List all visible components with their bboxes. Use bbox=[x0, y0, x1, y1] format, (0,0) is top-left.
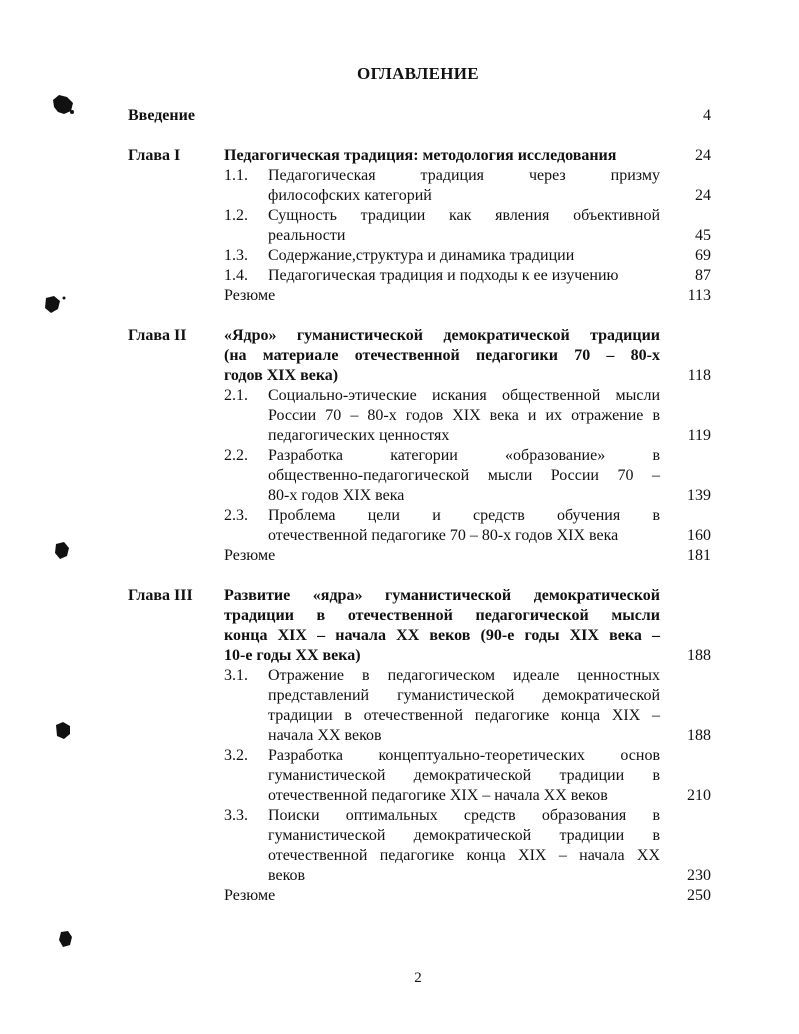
section-number: 2.3. bbox=[224, 507, 248, 524]
section-page: 24 bbox=[695, 187, 711, 204]
section-page: 210 bbox=[687, 787, 711, 804]
section-number: 1.2. bbox=[224, 207, 248, 224]
section-line: отечественной педагогике 70 – 80-х годов XIX века bbox=[268, 527, 619, 544]
chapter2-title-line: (на материале отечественной педагогики 70 – 80-х bbox=[224, 347, 660, 364]
section-line: гуманистической демократической традиции в bbox=[268, 767, 660, 784]
chapter3-title-line: традиции в отечественной педагогической мысли bbox=[224, 607, 660, 624]
section-line: 80-х годов XIX века bbox=[268, 487, 405, 504]
chapter2-title-line: «Ядро» гуманистической демократической традиции bbox=[224, 327, 660, 344]
section-line: традиции в отечественной педагогике конца XIX – bbox=[268, 707, 660, 724]
intro-page: 4 bbox=[703, 107, 711, 124]
chapter3-title-line: 10-е годы XX века) bbox=[224, 647, 361, 664]
section-number: 1.1. bbox=[224, 167, 248, 184]
section-line: веков bbox=[268, 867, 306, 884]
section-page: 69 bbox=[695, 247, 711, 264]
section-line: Социально-этические искания общественной мысли bbox=[268, 387, 660, 404]
scan-blot bbox=[50, 92, 76, 118]
section-page: 119 bbox=[687, 427, 711, 444]
resume-label: Резюме bbox=[224, 287, 276, 304]
section-line: Разработка концептуально-теоретических основ bbox=[268, 747, 660, 764]
page-number: 2 bbox=[414, 970, 422, 986]
section-line: представлений гуманистической демократической bbox=[268, 687, 660, 704]
scan-blot bbox=[56, 928, 76, 950]
section-line: Содержание,структура и динамика традиции bbox=[268, 247, 575, 264]
section-number: 3.2. bbox=[224, 747, 248, 764]
section-line: Педагогическая традиция и подходы к ее изучению bbox=[268, 267, 619, 284]
chapter1-label: Глава I bbox=[128, 147, 181, 164]
section-number: 1.4. bbox=[224, 267, 248, 284]
chapter3-label: Глава III bbox=[128, 587, 193, 604]
section-page: 139 bbox=[687, 487, 711, 504]
section-number: 3.1. bbox=[224, 667, 248, 684]
section-line: Поиски оптимальных средств образования в bbox=[268, 807, 660, 824]
section-line: реальности bbox=[268, 227, 346, 244]
resume-page: 181 bbox=[687, 547, 711, 564]
section-line: отечественной педагогике XIX – начала XX веков bbox=[268, 787, 608, 804]
resume-label: Резюме bbox=[224, 887, 276, 904]
scan-blot bbox=[40, 292, 68, 318]
chapter1-title: Педагогическая традиция: методология исследования bbox=[224, 147, 617, 164]
chapter2-page: 118 bbox=[687, 367, 711, 384]
section-number: 1.3. bbox=[224, 247, 248, 264]
section-number: 3.3. bbox=[224, 807, 248, 824]
scan-blot bbox=[52, 540, 72, 562]
section-line: Отражение в педагогическом идеале ценностных bbox=[268, 667, 660, 684]
chapter2-label: Глава II bbox=[128, 327, 187, 344]
scan-blot bbox=[52, 720, 74, 742]
intro-label: Введение bbox=[128, 107, 195, 124]
chapter1-page: 24 bbox=[695, 147, 711, 164]
section-number: 2.1. bbox=[224, 387, 248, 404]
section-line: общественно-педагогической мысли России 70 – bbox=[268, 467, 660, 484]
section-page: 160 bbox=[687, 527, 711, 544]
section-line: педагогических ценностях bbox=[268, 427, 450, 444]
section-line: отечественной педагогике конца XIX – начала XX bbox=[268, 847, 660, 864]
chapter3-title-line: Развитие «ядра» гуманистической демократической bbox=[224, 587, 660, 604]
section-line: Разработка категории «образование» в bbox=[268, 447, 660, 464]
resume-page: 250 bbox=[687, 887, 711, 904]
section-page: 188 bbox=[687, 727, 711, 744]
section-number: 2.2. bbox=[224, 447, 248, 464]
section-line: начала XX веков bbox=[268, 727, 382, 744]
toc-title: ОГЛАВЛЕНИЕ bbox=[357, 64, 479, 83]
section-line: философских категорий bbox=[268, 187, 432, 204]
chapter2-title-line: годов XIX века) bbox=[224, 367, 339, 384]
chapter3-title-line: конца XIX – начала XX веков (90-е годы XIX века – bbox=[224, 627, 660, 644]
section-line: Педагогическая традиция через призму bbox=[268, 167, 660, 184]
section-line: гуманистической демократической традиции в bbox=[268, 827, 660, 844]
chapter3-page: 188 bbox=[687, 647, 711, 664]
section-page: 230 bbox=[687, 867, 711, 884]
section-line: России 70 – 80-х годов XIX века и их отражение в bbox=[268, 407, 660, 424]
resume-label: Резюме bbox=[224, 547, 276, 564]
section-line: Сущность традиции как явления объективной bbox=[268, 207, 660, 224]
section-line: Проблема цели и средств обучения в bbox=[268, 507, 660, 524]
resume-page: 113 bbox=[687, 287, 711, 304]
section-page: 45 bbox=[695, 227, 711, 244]
section-page: 87 bbox=[695, 267, 711, 284]
